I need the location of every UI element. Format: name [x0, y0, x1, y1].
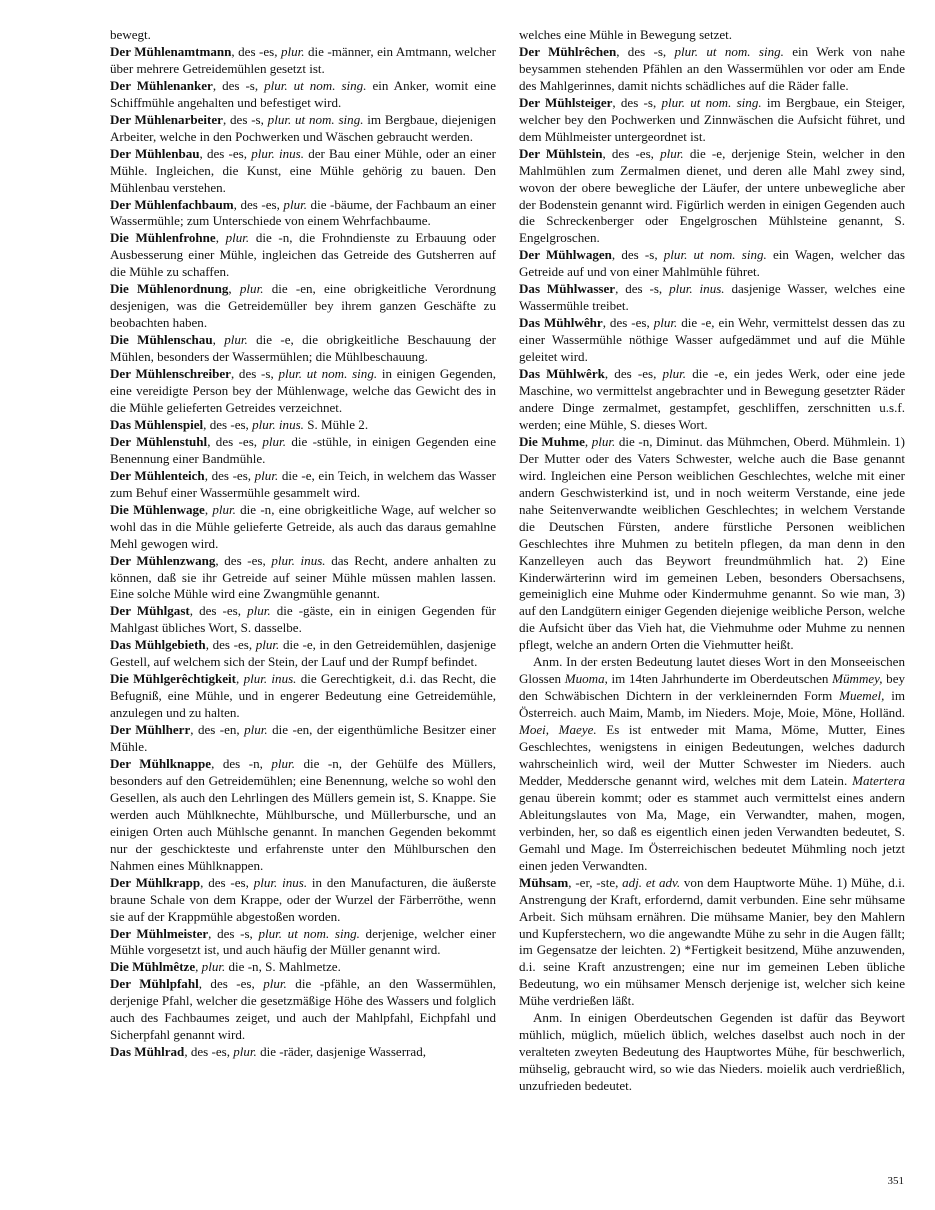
entry-text: , des -s,: [612, 94, 662, 110]
headword: Die Mühlmêtze: [110, 959, 196, 975]
entry-text: , des -es,: [233, 196, 284, 212]
entry-text: ein Werk von nahe beysammen stehenden Pfählen an den Wassermühlen vor oder am Ende des Mahlgerinnes, damit nichts schädliches auf die Räder falle.: [519, 43, 905, 93]
dictionary-entry: [110, 926, 496, 960]
entry-text: die -e, die obrigkeitliche Beschauung der Mühlen, besonders der Wassermühlen; die Mühlbeschauung.: [110, 332, 496, 365]
grammar-note: plur.: [233, 1044, 257, 1060]
grammar-note: plur. ut nom. sing.: [661, 94, 762, 110]
dictionary-entry: [110, 502, 496, 553]
entry-text: ,: [584, 433, 592, 449]
entry-text: , des -es,: [215, 552, 272, 568]
dictionary-entry: [110, 603, 496, 637]
headword: Mühsam: [519, 874, 569, 890]
entry-text: ,: [228, 281, 240, 297]
headword: Die Mühlgerêchtigkeit: [110, 671, 237, 687]
grammar-note: plur. inus.: [252, 416, 304, 432]
entry-text: in den Manufacturen, die äußerste braune Schale von dem Krappe, oder der Wurzel der Färberröthe, wenn sie auf der Krappmühle abgestoßen worden.: [110, 874, 496, 924]
entry-text: die -n, Diminut. das Mühmchen, Oberd. Mühmlein. 1) Der Mutter oder des Vaters Schwester, welche auch die Base genannt wird. Ingleichen eine Person weiblichen Geschlechtes, welche mit einer andern Geschwisterkind ist, und in noch weiterm Verstande, eine jede nahe Seitenverwandte weiblichen Geschlechtes; in welchem Verstande die Deutschen Fürsten, andere fürstliche Personen weiblichen Geschlechtes ihre Muhmen zu betiteln pflegen, da man denn in den Kanzelleyen auch das Beywort freundmühmlich hat. 2) Eine Kinderwärterinn wird im gemeinen Leben, besonders Obersachsens, gemeiniglich eine Muhme oder Kindermuhme genannt. So wie man, 3) auf den Landgütern einiger Gegenden diejenige weibliche Person, welche die Aufsicht über das Vieh hat, die Viehmuhme oder Muhme zu nennen pflegt, welche an andern Orten die Viehmutter heißt.: [519, 433, 905, 653]
grammar-note: plur. ut nom. sing.: [258, 925, 360, 941]
entry-text: ,: [215, 230, 226, 246]
entry-text: , im 14ten Jahrhunderte im Oberdeutschen: [604, 671, 833, 687]
entry-text: die -e, derjenige Stein, welcher in den Mahlmühlen zum Zermalmen dienet, und deren alle Mahl zwey sind, wovon der obere bewegliche der Läufer, der untere unbewegliche aber der Bodenstein genannt wird. Figürlich werden in einigen Gegenden auch die Schreckenberger oder Engelgroschen Mühlsteine genannt, S. Engelgroschen.: [519, 145, 906, 246]
entry-text: die -gäste, ein in einigen Gegenden für Mahlgast übliches Wort, S. dasselbe.: [110, 603, 496, 636]
dictionary-entry: [110, 230, 496, 281]
right-column: [519, 27, 905, 1095]
dictionary-entry: [110, 44, 496, 78]
entry-text: in einigen Gegenden, eine vereidigte Person bey der Mühlenwage, welche das Gewicht des in die Mühle gelieferten Getreides verzeichnet.: [110, 366, 496, 415]
entry-text: , des -es,: [204, 467, 255, 483]
entry-text: , des -es,: [205, 637, 256, 653]
entry-text: , des -es,: [200, 874, 254, 890]
grammar-note: plur.: [225, 230, 250, 246]
entry-text: , des -en,: [190, 722, 245, 738]
entry-text: , des -es,: [602, 145, 661, 161]
dictionary-entry: [519, 146, 905, 248]
grammar-note: plur.: [280, 43, 305, 59]
dictionary-entry: [519, 875, 905, 1011]
grammar-note: plur.: [255, 637, 280, 653]
grammar-note: plur. inus.: [243, 671, 297, 687]
grammar-note: plur.: [247, 603, 271, 619]
dictionary-entry: [110, 553, 496, 604]
headword: Der Mühlkrapp: [110, 874, 201, 890]
headword: Der Mühlenschreiber: [110, 366, 231, 382]
entry-text: , des -n,: [211, 755, 272, 771]
entry-text: dasjenige Wasser, welches eine Wassermühle treibet.: [519, 281, 906, 314]
dictionary-entry: [519, 95, 905, 146]
grammar-note: plur.: [262, 433, 286, 449]
dictionary-entry: [110, 366, 496, 417]
entry-text: welches eine Mühle in Bewegung setzet.: [519, 27, 733, 42]
grammar-note: plur. inus.: [271, 552, 326, 568]
entry-text: die Gerechtigkeit, d.i. das Recht, die Befugniß, eine Mühle, und in engerer Bedeutung eine Getreidemühle, anzulegen und zu halten.: [110, 671, 496, 721]
entry-text: , des -es,: [203, 416, 253, 432]
dictionary-entry: [110, 434, 496, 468]
entry-text: die -bäume, der Fachbaum an einer Wassermühle; zum Unterschiede von einem Wehrfachbaume.: [110, 196, 496, 229]
dictionary-entry: [110, 756, 496, 875]
entry-text: ,: [212, 332, 225, 348]
entry-text: , des -es,: [604, 366, 663, 382]
grammar-note: plur.: [653, 315, 678, 331]
entry-text: , des -s,: [222, 111, 268, 127]
dictionary-entry: [519, 315, 905, 366]
entry-text: , des -s,: [230, 366, 279, 382]
entry-text: die -pfähle, an den Wassermühlen, derjenige Pfahl, welcher die gesetzmäßige Höhe des Wassers und folglich auch des Fachbaumes zeiget, und auch der Mahlpfahl, Eichpfahl und Sicherpfahl genannt wird.: [110, 976, 496, 1043]
entry-text: die -stühle, in einigen Gegenden eine Benennung einer Bandmühle.: [110, 433, 496, 466]
entry-text: im Österreich. auch Maim, Mamb, im Nieders. Moje, Moie, Möne, Holländ.: [519, 688, 905, 721]
entry-text: die -e, ein Wehr, vermittelst dessen das zu einer Wassermühle nöthige Wasser aufgedämmet und auf die Mühle geleitet wird.: [519, 315, 905, 365]
entry-text: die -e, in den Getreidemühlen, dasjenige Gestell, auf welchem sich der Stein, der Lauf und der Rumpf befindet.: [110, 637, 496, 670]
dictionary-entry: [110, 27, 496, 44]
entry-text: die -n, S. Mahlmetze.: [225, 959, 341, 975]
grammar-note: plur. inus.: [253, 874, 308, 890]
dictionary-entry: [110, 332, 496, 366]
dictionary-entry: [110, 417, 496, 434]
dictionary-entry: [110, 637, 496, 671]
grammar-note: plur. ut nom. sing.: [674, 43, 784, 59]
dictionary-entry: [110, 78, 496, 112]
entry-text: ein Anker, womit eine Schiffmühle angehalten und befestiget wird.: [110, 77, 496, 110]
dictionary-entry: [519, 366, 905, 434]
entry-text: die -e, ein Teich, in welchem das Wasser zum Behuf einer Wassermühle gesammelt wird.: [110, 467, 496, 500]
grammar-note: plur. inus.: [669, 281, 725, 297]
grammar-note: plur.: [662, 366, 687, 382]
entry-text: , des -s,: [615, 281, 670, 297]
dictionary-entry: [110, 197, 496, 231]
headword: Der Mühlknappe: [110, 755, 212, 771]
entry-text: , des -s,: [616, 43, 675, 59]
dictionary-entry: [110, 1044, 496, 1061]
entry-text: genau überein kommt; oder es stammet auch vermittelst eines andern Ableitungslautes von Ma, Mage, ein Verwandter, mahen, mogen, verbinden, her, so daß es eigentlich einen jeden Verwandten bedeutet, S. Gemahl und Mage. Im Österreichischen bedeutet Mühmling noch jetzt einen jeden Verwandten.: [519, 789, 905, 873]
dictionary-entry: [519, 434, 905, 654]
dictionary-entry: [519, 247, 905, 281]
headword: Der Mühlenbau: [110, 145, 200, 161]
headword: Das Mühlgebieth: [110, 637, 206, 653]
headword: Der Mühlmeister: [110, 925, 209, 941]
headword: Der Mühlgast: [110, 603, 190, 619]
grammar-note: plur.: [239, 281, 264, 297]
entry-text: , des -es,: [184, 1044, 234, 1060]
headword: Der Mühlstein: [519, 145, 603, 161]
entry-text: die -räder, dasjenige Wasserrad,: [256, 1044, 426, 1060]
grammar-note: Muoma: [564, 671, 605, 687]
grammar-note: plur. ut nom. sing.: [264, 77, 367, 93]
entry-text: , -er, -ste,: [568, 874, 623, 890]
left-column: [110, 27, 496, 1061]
headword: Der Mühlsteiger: [519, 94, 613, 110]
grammar-note: plur. ut nom. sing.: [267, 111, 364, 127]
grammar-note: plur.: [244, 722, 268, 738]
grammar-note: plur.: [271, 755, 295, 771]
entry-text: , des -es,: [231, 43, 281, 59]
headword: Der Mühlenamtmann: [110, 43, 232, 59]
grammar-note: plur. ut nom. sing.: [278, 366, 378, 382]
headword: Der Mühlherr: [110, 722, 191, 738]
dictionary-entry: [519, 281, 905, 315]
headword: Das Mühlwêrk: [519, 366, 605, 382]
entry-text: im Bergbaue, diejenigen Arbeiter, welche in den Pochwerken und Wäschen gebraucht werden.: [110, 111, 496, 144]
entry-text: Anm. In der ersten Bedeutung lautet dieses Wort in den Monseeischen Glossen: [519, 654, 905, 687]
grammar-note: plur.: [201, 959, 226, 975]
headword: Die Mühlenschau: [110, 332, 213, 348]
entry-text: das Recht, andere anhalten zu können, daß sie ihr Getreide auf seiner Mühle müssen mahlen lassen. Eine solche Mühle wird eine Zwangmühle genannt.: [110, 552, 497, 602]
entry-text: Anm. In einigen Oberdeutschen Gegenden ist dafür das Beywort mühlich, müglich, müelich üblich, welches daselbst auch noch in der veralteten zweyten Bedeutung des Hauptwortes Mühe, für beschwerlich, mühselig, gebraucht wird, so wie das Nieders. moielik auch verdrießlich, unzufrieden bedeutet.: [519, 1010, 905, 1094]
entry-text: die -n, eine obrigkeitliche Wage, auf welcher so wohl das in die Mühle gelieferte Getreide, als auch das daraus gemahlne Mehl gewogen wird.: [110, 501, 496, 551]
entry-text: , des -es,: [602, 315, 654, 331]
entry-text: der Bau einer Mühle, oder an einer Mühle. Ingleichen, die Kunst, eine Mühle gehörig zu bauen. Den Mühlenbau verstehen.: [110, 145, 496, 195]
entry-text: , des -es,: [207, 433, 263, 449]
grammar-note: Matertera: [852, 772, 905, 788]
headword: Die Mühlenwage: [110, 501, 205, 517]
entry-text: die -männer, ein Amtmann, welcher über mehrere Getreidemühlen gesetzt ist.: [110, 43, 497, 76]
grammar-note: plur. inus.: [251, 145, 304, 161]
entry-text: die -en, der eigenthümliche Besitzer einer Mühle.: [110, 722, 496, 755]
entry-text: , des -es,: [198, 976, 264, 992]
entry-text: die -n, die Frohndienste zu Erbauung oder Ausbesserung einer Mühle, ingleichen das Getreide des Gutsherren auf die Mühle zu schaffen.: [110, 230, 496, 280]
entry-text: , des -es,: [189, 603, 248, 619]
dictionary-entry: [110, 281, 496, 332]
dictionary-entry: [519, 44, 905, 95]
dictionary-entry: [519, 27, 905, 44]
grammar-note: Mümmey,: [832, 671, 883, 687]
entry-text: , des -s,: [212, 77, 265, 93]
entry-text: die -e, ein jedes Werk, oder eine jede Maschine, wo vermittelst angebrachter und in Bewegung gesetzter Räder andere Dinge zermalmet, gestampfet, geschliffen, zerschnitten u.s.f. werden; eine Mühle, S. dieses Wort.: [519, 366, 905, 432]
headword: Die Mühlenordnung: [110, 281, 229, 297]
page-number: 351: [887, 1175, 904, 1187]
entry-text: ,: [195, 959, 202, 975]
dictionary-entry: [110, 146, 496, 197]
dictionary-entry: [110, 875, 496, 926]
grammar-note: Muemel,: [839, 688, 885, 704]
headword: Der Mühlwagen: [519, 247, 612, 263]
entry-text: , des -es,: [199, 145, 252, 161]
grammar-note: plur.: [224, 332, 248, 348]
headword: Der Mühlrêchen: [519, 43, 617, 59]
headword: Der Mühlenteich: [110, 467, 205, 483]
grammar-note: Moei, Maeye.: [519, 722, 597, 738]
annotation-paragraph: [519, 1010, 905, 1095]
headword: Der Mühlpfahl: [110, 976, 199, 992]
headword: Der Mühlenfachbaum: [110, 196, 234, 212]
dictionary-entry: [110, 112, 496, 146]
entry-text: im Bergbaue, ein Steiger, welcher bey den Pochwerken und Zinnwäschen die Aufsicht führet, und dem Mühlmeister untergeordnet ist.: [519, 94, 905, 144]
grammar-note: plur.: [212, 501, 236, 517]
dictionary-entry: [110, 722, 496, 756]
entry-text: S. Mühle 2.: [303, 416, 369, 432]
headword: Die Muhme: [519, 433, 585, 449]
entry-text: die -en, eine obrigkeitliche Verordnung desjenigen, was die Getreidemüller bey ihrem ganzen Geschäfte zu beobachten haben.: [110, 281, 496, 331]
entry-text: derjenige, welcher einer Mühle vorgesetzt ist, und auch häufig der Müller genannt wird.: [110, 925, 497, 958]
grammar-note: plur.: [263, 976, 287, 992]
annotation-paragraph: [519, 654, 905, 874]
headword: Der Mühlenzwang: [110, 552, 216, 568]
dictionary-entry: [110, 959, 496, 976]
grammar-note: plur.: [660, 145, 684, 161]
entry-text: Es ist entweder mit Mama, Möme, Mutter, Eines Geschlechtes, wenigstens in einigen Bedeutungen, welches dadurch wahrscheinlich wird, weil der Mutter Schwester im Nieders. auch Medder, Meddersche genannt wird, welches mit dem Latein.: [519, 722, 905, 788]
grammar-note: plur.: [283, 196, 307, 212]
entry-text: ein Wagen, welcher das Getreide auf und von einer Mahlmühle führet.: [519, 247, 906, 280]
headword: Der Mühlenarbeiter: [110, 111, 223, 127]
dictionary-entry: [110, 468, 496, 502]
dictionary-entry: [110, 976, 496, 1044]
headword: Das Mühlwasser: [519, 281, 616, 297]
entry-text: bey den Schwäbischen Dichtern in der verkleinernden Form: [519, 671, 906, 704]
dictionary-entry: [110, 671, 496, 722]
entry-text: von dem Hauptworte Mühe. 1) Mühe, d.i. Anstrengung der Kraft, erfordernd, damit verbunden. Eine sehr mühsame Arbeit. Sich mühsam ernähren. Die mühsame Manier, bey den Mahlern und Kupferstechern, wo die angewandte Mühe zu sehr in die Augen fällt; im Gegensatze der leichten. 2) *Fertigkeit besitzend, Mühe anzuwenden, d.i. seine Kraft anzustrengen; eine nur im gemeinen Leben übliche Bedeutung, wo ein mühsamer Mensch derjenige ist, welcher sich keine Mühe verdrießen läßt.: [519, 874, 905, 1009]
grammar-note: plur.: [254, 467, 279, 483]
entry-text: bewegt.: [110, 27, 151, 42]
grammar-note: plur. ut nom. sing.: [663, 247, 767, 263]
entry-text: , des -s,: [208, 925, 259, 941]
headword: Die Mühlenfrohne: [110, 230, 216, 246]
headword: Das Mühlrad: [110, 1044, 185, 1060]
headword: Der Mühlenstuhl: [110, 433, 208, 449]
entry-text: ,: [204, 501, 213, 517]
headword: Das Mühlwêhr: [519, 315, 603, 331]
entry-text: ,: [236, 671, 244, 687]
headword: Der Mühlenanker: [110, 77, 213, 93]
entry-text: , des -s,: [611, 247, 664, 263]
headword: Das Mühlenspiel: [110, 416, 204, 432]
grammar-note: adj. et adv.: [622, 874, 681, 890]
grammar-note: plur.: [591, 433, 616, 449]
entry-text: die -n, der Gehülfe des Müllers, besonders auf den Getreidemühlen; eine Benennung, welche so wohl den Gesellen, als auch den Lehrlingen des Müllers gemein ist, S. Knappe. Sie werden auch Mühlknechte, Mühlbursche, und Müllerbursche, und an einigen Orten auch Mühlsche genannt. In manchen Gegenden bekommt nur der geschickteste und erfahrenste unter den Mühlburschen den Nahmen eines Mühlknappen.: [110, 755, 496, 873]
